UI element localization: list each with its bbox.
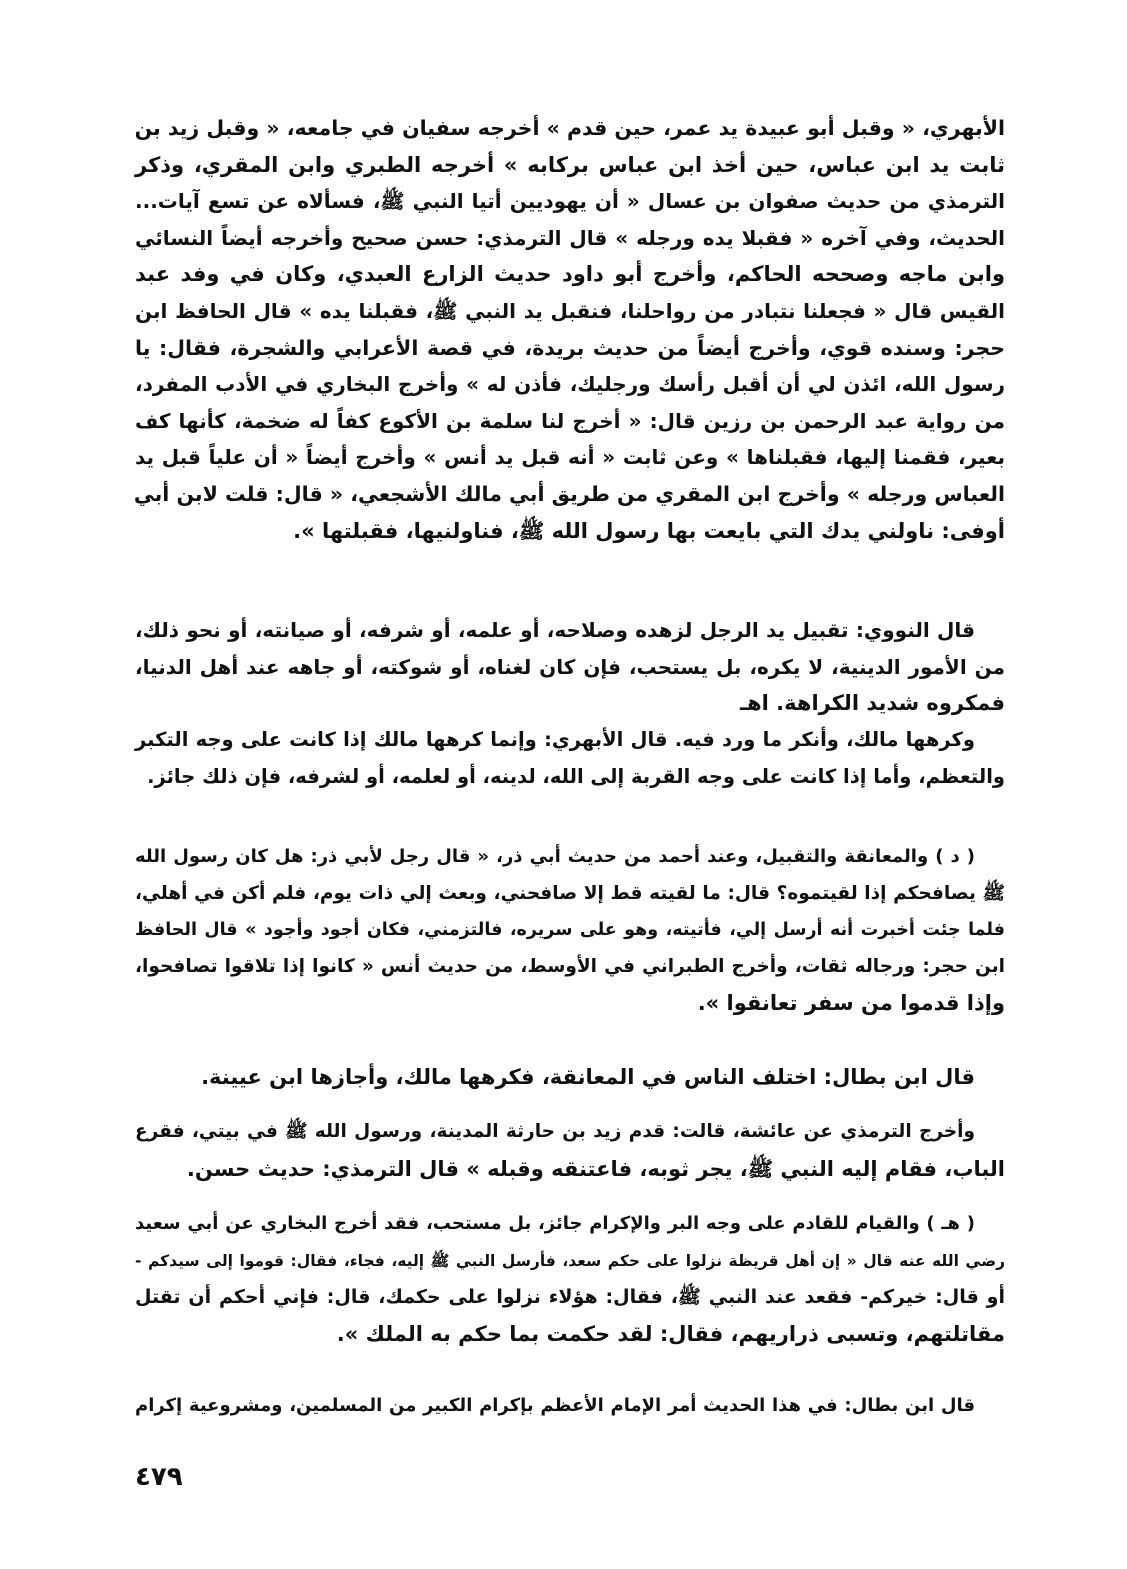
paragraph-1-line: الحديث، وفي آخره « فقبلا يده ورجله » قال الترمذي: حسن صحيح وأخرجه أيضاً النسائي <box>135 225 1005 250</box>
paragraph-1-line: وابن ماجه وصححه الحاكم، وأخرج أبو داود حديث الزارع العبدي، وكان في وفد عبد <box>135 262 1005 287</box>
paragraph-1-line: أوفى: ناولني يدك التي بايعت بها رسول الله ﷺ، فناولنيها، فقبلتها ». <box>293 518 1005 543</box>
paragraph-6-line: الباب، فقام إليه النبي ﷺ، يجر ثوبه، فاعتنقه وقبله » قال الترمذي: حديث حسن. <box>186 1156 1005 1181</box>
paragraph-1-line: العباس ورجله » وأخرج ابن المقري من طريق أبي مالك الأشجعي، « قال: قلت لابن أبي <box>133 482 1005 506</box>
paragraph-7-line: أو قال: خيركم- فقعد عند النبي ﷺ، فقال: هؤلاء نزلوا على حكمك، قال: فإني أحكم أن تقتل <box>135 1286 1005 1309</box>
paragraph-1-line: حجر: وسنده قوي، وأخرج أيضاً من حديث بريدة، في قصة الأعرابي والشجرة، فقال: يا <box>135 335 1005 360</box>
paragraph-6-line: وأخرج الترمذي عن عائشة، قالت: قدم زيد بن حارثة المدينة، ورسول الله ﷺ في بيتي، فقرع <box>135 1121 975 1142</box>
paragraph-1-line: ثابت يد ابن عباس، حين أخذ ابن عباس بركابه » أخرجه الطبري وابن المقري، وذكر <box>135 152 1005 177</box>
page-number: ٤٧٩ <box>135 1462 183 1492</box>
paragraph-7-line: ( هـ ) والقيام للقادم على وجه البر والإكرام جائز، بل مستحب، فقد أخرج البخاري عن أبي سعيد <box>135 1213 975 1234</box>
paragraph-1-line: الأبهري، « وقبل أبو عبيدة يد عمر، حين قدم » أخرجه سفيان في جامعه، « وقبل زيد بن <box>134 116 1005 140</box>
paragraph-1-line: الترمذي من حديث صفوان بن عسال « أن يهوديين أتيا النبي ﷺ، فسألاه عن تسع آيات... <box>135 189 1005 214</box>
paragraph-3-line: والتعظم، وأما إذا كانت على وجه القربة إلى الله، لدينه، أو لعلمه، أو لشرفه، فإن ذلك جائز. <box>147 764 1005 788</box>
paragraph-5-line: قال ابن بطال: اختلف الناس في المعانقة، فكرهها مالك، وأجازها ابن عيينة. <box>201 1065 975 1089</box>
paragraph-2-line: من الأمور الدينية، لا يكره، بل يستحب، فإن كان لغناه، أو شوكته، أو جاهه عند أهل الدنيا، <box>135 654 1005 679</box>
paragraph-4-line: فلما جئت أخبرت أنه أرسل إلي، فأتيته، وهو على سريره، فالتزمني، فكان أجود وأجود » قال الحافظ <box>135 920 1005 941</box>
paragraph-1-line: بعير، فقمنا إليها، فقبلناها » وعن ثابت « أنه قبل يد أنس » وأخرج أيضاً « أن علياً قبل يد <box>135 445 1005 470</box>
paragraph-7-line: رضي الله عنه قال « إن أهل قريظة نزلوا على حكم سعد، فأرسل النبي ﷺ إليه، فجاء، فقال: قوموا إلى سيدكم - <box>135 1251 1005 1270</box>
paragraph-1-line: رسول الله، ائذن لي أن أقبل رأسك ورجليك، فأذن له » وأخرج البخاري في الأدب المفرد، <box>135 372 1005 397</box>
paragraph-2-line: قال النووي: تقبيل يد الرجل لزهده وصلاحه، أو علمه، أو شرفه، أو صيانته، أو نحو ذلك، <box>135 618 975 642</box>
paragraph-2-line: فمكروه شديد الكراهة. اهـ <box>739 691 1005 716</box>
paragraph-4-line: ﷺ يصافحكم إذا لقيتموه؟ قال: ما لقيته قط إلا صافحني، وبعث إلي ذات يوم، فلم أكن في أهلي، <box>135 882 1005 904</box>
paragraph-4-line: ابن حجر: ورجاله ثقات، وأخرج الطبراني في الأوسط، من حديث أنس « كانوا إذا تلاقوا تصافحوا، <box>135 955 1005 977</box>
paragraph-1-line: القيس قال « فجعلنا نتبادر من رواحلنا، فنقبل يد النبي ﷺ، فقبلنا يده » قال الحافظ ابن <box>135 299 1005 323</box>
paragraph-8-line: قال ابن بطال: في هذا الحديث أمر الإمام الأعظم بإكرام الكبير من المسلمين، ومشروعية إكرام <box>135 1395 975 1416</box>
paragraph-7-line: مقاتلتهم، وتسبى ذراريهم، فقال: لقد حكمت بما حكم به الملك ». <box>336 1321 1005 1346</box>
paragraph-4-line: ( د ) والمعانقة والتقبيل، وعند أحمد من حديث أبي ذر، « قال رجل لأبي ذر: هل كان رسول الله <box>135 846 975 867</box>
paragraph-1-line: من رواية عبد الرحمن بن رزين قال: « أخرج لنا سلمة بن الأكوع كفاً له ضخمة، كأنها كف <box>135 408 1005 433</box>
paragraph-4-line: وإذا قدموا من سفر تعانقوا ». <box>697 991 1005 1016</box>
paragraph-3-line: وكرهها مالك، وأنكر ما ورد فيه. قال الأبهري: وإنما كرهها مالك إذا كانت على وجه التكبر <box>135 728 975 751</box>
